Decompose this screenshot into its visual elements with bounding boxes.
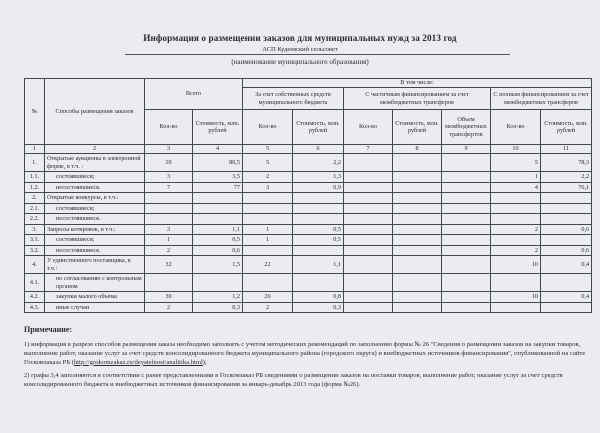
column-number: 8 (393, 145, 442, 154)
cell-partial-transfer-volume (442, 182, 491, 193)
cell-own-cost: 1,3 (293, 172, 344, 183)
row-number: 1.2. (25, 182, 45, 193)
cell-partial-transfer-volume (442, 302, 491, 313)
cell-own-qty (243, 274, 293, 292)
header-full-financing: С полным финансированием за счет межбюджетных трансферов (491, 88, 592, 110)
cell-full-qty: 5 (491, 154, 541, 172)
table-body (25, 154, 592, 313)
cell-partial-cost (393, 172, 442, 183)
header-full-cost: Стоимость, млн. рублей (541, 110, 592, 145)
cell-total-qty: 10 (145, 154, 193, 172)
row-method-name: несостоявшиеся. (45, 214, 145, 225)
cell-total-qty: 3 (145, 224, 193, 235)
row-number: 2.2. (25, 214, 45, 225)
cell-full-qty (491, 302, 541, 313)
cell-own-qty: 5 (243, 154, 293, 172)
table-row (25, 245, 592, 256)
cell-full-qty: 4 (491, 182, 541, 193)
cell-full-cost: 0,4 (541, 256, 592, 274)
row-method-name: по согласованию с контрольным органом (45, 274, 145, 292)
cell-own-qty: 2 (243, 172, 293, 183)
cell-full-qty (491, 193, 541, 204)
header-including: В том числе: (243, 79, 592, 88)
cell-partial-cost (393, 214, 442, 225)
cell-total-cost: 0,3 (193, 302, 243, 313)
cell-own-qty: 20 (243, 292, 293, 303)
cell-partial-qty (344, 235, 393, 246)
procurement-table (24, 78, 592, 313)
header-partial-financing: С частичным финансированием за счет межбюджетных трансферов (344, 88, 491, 110)
document-title: Информация о размещении заказов для муниципальных нужд за 2013 год (143, 33, 457, 43)
row-method-name: Открытые конкурсы, в т.ч.: (45, 193, 145, 204)
cell-partial-transfer-volume (442, 235, 491, 246)
cell-partial-transfer-volume (442, 193, 491, 204)
header-full-qty: Кол-во (491, 110, 541, 145)
cell-partial-qty (344, 193, 393, 204)
cell-own-qty: 22 (243, 256, 293, 274)
cell-total-cost: 1,1 (193, 224, 243, 235)
note-1-end: ); (202, 358, 207, 366)
header-total-cost: Стоимость, млн. рублей (193, 110, 243, 145)
cell-own-cost: 0,9 (293, 182, 344, 193)
cell-partial-qty (344, 182, 393, 193)
cell-full-qty: 2 (491, 245, 541, 256)
cell-partial-transfer-volume (442, 256, 491, 274)
cell-total-cost: 3,5 (193, 172, 243, 183)
cell-total-cost: 80,5 (193, 154, 243, 172)
table-row (25, 224, 592, 235)
cell-own-qty (243, 193, 293, 204)
cell-own-cost: 0,8 (293, 292, 344, 303)
cell-partial-qty (344, 172, 393, 183)
cell-partial-cost (393, 182, 442, 193)
cell-partial-qty (344, 245, 393, 256)
cell-total-cost: 1,2 (193, 292, 243, 303)
header-total: Всего (145, 79, 243, 110)
column-number: 2 (45, 145, 145, 154)
table-row (25, 274, 592, 292)
row-method-name: иные случаи (45, 302, 145, 313)
table-row (25, 256, 592, 274)
table-row (25, 203, 592, 214)
cell-partial-transfer-volume (442, 274, 491, 292)
cell-full-cost (541, 302, 592, 313)
cell-partial-cost (393, 203, 442, 214)
row-number: 1.1. (25, 172, 45, 183)
table-row (25, 182, 592, 193)
cell-partial-transfer-volume (442, 245, 491, 256)
cell-partial-qty (344, 203, 393, 214)
cell-total-qty: 1 (145, 235, 193, 246)
column-number: 4 (193, 145, 243, 154)
cell-total-qty: 30 (145, 292, 193, 303)
row-number: 4.1. (25, 274, 45, 292)
org-name: АСП Кудеевский сельсовет (262, 46, 338, 53)
header-own-budget: За счет собственных средств муниципального бюджета (243, 88, 344, 110)
row-method-name: несостоявшиеся. (45, 245, 145, 256)
note-1-link[interactable]: http://goskomzakaz.ru/deyatelnost/analitika.html (73, 358, 203, 366)
notes-heading: Примечание: (24, 325, 73, 334)
cell-own-cost: 2,2 (293, 154, 344, 172)
cell-full-cost (541, 203, 592, 214)
cell-own-qty (243, 203, 293, 214)
row-number: 2. (25, 193, 45, 204)
column-number: 9 (442, 145, 491, 154)
cell-full-cost: 0,6 (541, 245, 592, 256)
cell-total-qty: 32 (145, 256, 193, 274)
cell-partial-qty (344, 256, 393, 274)
cell-total-cost: 1,5 (193, 256, 243, 274)
header-method: Способы размещения заказов (45, 79, 145, 145)
table-row (25, 302, 592, 313)
cell-own-qty (243, 214, 293, 225)
row-method-name: закупки малого объема (45, 292, 145, 303)
cell-full-cost (541, 235, 592, 246)
cell-total-qty: 2 (145, 302, 193, 313)
cell-total-cost (193, 193, 243, 204)
cell-own-cost: 1,1 (293, 256, 344, 274)
cell-partial-cost (393, 302, 442, 313)
cell-partial-qty (344, 224, 393, 235)
row-number: 4.3. (25, 302, 45, 313)
org-caption: (наименование муниципального образования) (231, 58, 369, 66)
cell-partial-cost (393, 154, 442, 172)
column-number: 10 (491, 145, 541, 154)
table-row (25, 235, 592, 246)
cell-own-cost: 0,3 (293, 302, 344, 313)
cell-total-cost: 0,6 (193, 245, 243, 256)
row-number: 4.2. (25, 292, 45, 303)
row-number: 2.1. (25, 203, 45, 214)
cell-total-cost (193, 203, 243, 214)
note-1 (24, 341, 594, 368)
row-method-name: состоявшиеся; (45, 203, 145, 214)
table-row (25, 154, 592, 172)
cell-own-cost: 0,5 (293, 224, 344, 235)
cell-partial-qty (344, 214, 393, 225)
cell-own-cost: 0,5 (293, 235, 344, 246)
cell-partial-transfer-volume (442, 224, 491, 235)
cell-partial-cost (393, 224, 442, 235)
cell-partial-transfer-volume (442, 292, 491, 303)
cell-total-qty (145, 203, 193, 214)
cell-total-qty: 7 (145, 182, 193, 193)
cell-full-cost (541, 214, 592, 225)
cell-partial-cost (393, 292, 442, 303)
cell-total-qty: 2 (145, 245, 193, 256)
note-1-text: 1) информация в разрезе способов размещения заказа необходимо заполнять с учетом методических рекомендаций по заполнению формы № 26 "Сведения о размещении заказов на закупки товаров, выполнение работ, оказание услуг за счет средств консолидированного бюджета муниципального района (городского округа) и внебюджетных источников финансирования", опубликованной на сайте Госкомзаказа РБ ( (24, 340, 586, 366)
row-number: 3.1. (25, 235, 45, 246)
column-number: 7 (344, 145, 393, 154)
cell-own-qty: 3 (243, 182, 293, 193)
cell-own-qty: 2 (243, 302, 293, 313)
header-total-qty: Кол-во (145, 110, 193, 145)
cell-own-cost (293, 214, 344, 225)
cell-partial-qty (344, 292, 393, 303)
column-number: 3 (145, 145, 193, 154)
cell-own-qty: 1 (243, 224, 293, 235)
row-method-name: У единственного поставщика, в т.ч.: (45, 256, 145, 274)
row-number: 3.2. (25, 245, 45, 256)
cell-total-qty: 3 (145, 172, 193, 183)
cell-own-cost (293, 193, 344, 204)
row-method-name: состоявшиеся; (45, 172, 145, 183)
cell-full-cost (541, 274, 592, 292)
cell-full-qty: 1 (491, 172, 541, 183)
column-number: 6 (293, 145, 344, 154)
cell-full-cost (541, 193, 592, 204)
cell-partial-cost (393, 193, 442, 204)
cell-full-qty: 10 (491, 256, 541, 274)
column-numbers-row (25, 145, 592, 154)
cell-full-cost: 76,1 (541, 182, 592, 193)
cell-own-cost (293, 203, 344, 214)
cell-partial-cost (393, 274, 442, 292)
cell-total-cost: 0,5 (193, 235, 243, 246)
cell-full-qty (491, 203, 541, 214)
header-partial-transfer-volume: Объем межбюджетных трансфертов (442, 110, 491, 145)
cell-partial-qty (344, 154, 393, 172)
cell-partial-transfer-volume (442, 214, 491, 225)
cell-total-cost (193, 214, 243, 225)
row-method-name: состоявшиеся; (45, 235, 145, 246)
cell-full-qty (491, 235, 541, 246)
cell-own-qty: 1 (243, 235, 293, 246)
cell-own-qty (243, 245, 293, 256)
header-own-cost: Стоимость, млн. рублей (293, 110, 344, 145)
row-number: 3. (25, 224, 45, 235)
cell-partial-qty (344, 302, 393, 313)
cell-partial-cost (393, 235, 442, 246)
cell-full-cost: 0,6 (541, 224, 592, 235)
cell-total-cost (193, 274, 243, 292)
table-row (25, 193, 592, 204)
column-number: 5 (243, 145, 293, 154)
table-row (25, 172, 592, 183)
cell-own-cost (293, 245, 344, 256)
cell-full-cost: 2,2 (541, 172, 592, 183)
header-partial-qty: Кол-во (344, 110, 393, 145)
table-row (25, 292, 592, 303)
note-2: 2) графы 3,4 заполняются в соответствии с ранее представленными в Госкомзаказ РБ сведениями о размещении заказов на поставки товаров, выполнение работ, оказание услуг за счет средств консолидированного бюджета и внебюджетных источников финансирования за январь-декабрь 2013 года (форма №26). (24, 372, 563, 389)
header-own-qty: Кол-во (243, 110, 293, 145)
column-number: 1 (25, 145, 45, 154)
cell-partial-transfer-volume (442, 203, 491, 214)
cell-total-qty (145, 214, 193, 225)
cell-total-cost: 77 (193, 182, 243, 193)
cell-full-qty: 10 (491, 292, 541, 303)
cell-total-qty (145, 193, 193, 204)
cell-partial-qty (344, 274, 393, 292)
cell-full-qty: 2 (491, 224, 541, 235)
cell-full-qty (491, 274, 541, 292)
table-row (25, 214, 592, 225)
cell-full-qty (491, 214, 541, 225)
row-number: 4. (25, 256, 45, 274)
cell-full-cost: 0,4 (541, 292, 592, 303)
cell-partial-transfer-volume (442, 154, 491, 172)
header-partial-cost: Стоимость, млн. рублей (393, 110, 442, 145)
row-number: 1. (25, 154, 45, 172)
row-method-name: Запросы котировок, в т.ч.: (45, 224, 145, 235)
cell-partial-transfer-volume (442, 172, 491, 183)
cell-partial-cost (393, 245, 442, 256)
row-method-name: Открытые аукционы в электронной форме, в т.ч. : (45, 154, 145, 172)
header-no: № (25, 79, 45, 145)
cell-partial-cost (393, 256, 442, 274)
cell-full-cost: 78,3 (541, 154, 592, 172)
notes-section (24, 325, 594, 395)
column-number: 11 (541, 145, 592, 154)
cell-total-qty (145, 274, 193, 292)
org-underline (125, 54, 510, 55)
cell-own-cost (293, 274, 344, 292)
row-method-name: несостоявшиеся. (45, 182, 145, 193)
